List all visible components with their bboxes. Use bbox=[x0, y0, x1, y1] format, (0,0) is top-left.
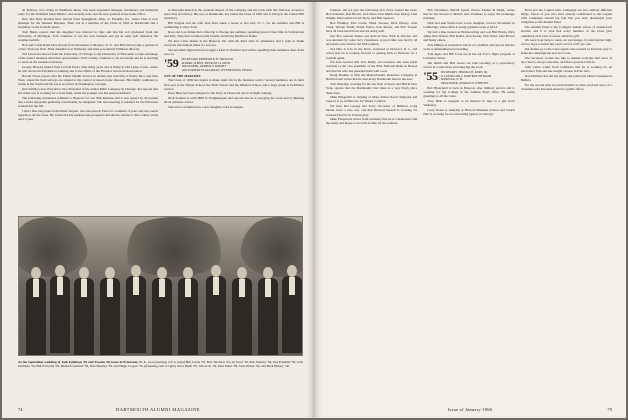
news-paragraph: Ted and Ruth Ingersoll have bought a farm in Vermont and will be spending their summers there from now on. bbox=[164, 47, 304, 56]
news-paragraph: Bill Sargent and his wife Jean have taken a house at Sea Girt, N. J., for the summer and Bill is commuting to New York. bbox=[164, 21, 304, 30]
right-col-2 bbox=[423, 8, 514, 402]
wedding-party-photo bbox=[18, 216, 303, 356]
news-paragraph: Sam and Lou Dunn have a new daughter, born in August. bbox=[168, 105, 244, 110]
right-col-1 bbox=[326, 8, 417, 402]
news-paragraph: Don and Mary Ronald have moved from Springfield, Ohio, to Franklin, Pa., where Don is now manager for the Western Division. Their son is a member of the Class of 1963 at Dartmouth and a freshman on the football squad. bbox=[18, 16, 158, 30]
photo-person bbox=[125, 265, 147, 353]
news-paragraph: Johnson, but we give the following new faces around the class: Bob Schubert, Dan Brown, Jack Shaw, Don Smith, Pete Morey, Chet Wright, Pete Gould, Lloyd Sayre, and Bert Spencer. bbox=[326, 8, 418, 21]
class-officer-line: 115 AYERS MILL, DARTMOUTH ROAD bbox=[440, 73, 492, 78]
photo-person bbox=[151, 267, 173, 355]
class-officer-line: SECRETARY, THOMAS H. KERN, JR. bbox=[440, 70, 488, 75]
class-officer-line: 49 PARK STREET, DETROIT 14, MICH. bbox=[181, 60, 231, 65]
news-paragraph: I had a fine long letter from Emile Sergent, who has been in Paris for a number of years and who sends regards to all the Class. He writes that his business has prospered and that he returns to this country about once a year. bbox=[18, 108, 158, 122]
news-paragraph: We had a fine dinner at the Hanover Inn with the third class in attendance and I want to thank everyone who helped make it a success. bbox=[164, 38, 304, 48]
news-paragraph: The Alumni Fund is the College's annual source of unrestricted income, and it is vital that every member of the Class give something each year, however small the gift. bbox=[520, 25, 612, 38]
magazine-title-footer: DARTMOUTH ALUMNI MAGAZINE bbox=[116, 407, 200, 412]
news-paragraph: Tom Mulcahy, working for the law firm of Spear and Hill in New York, reports that the Dartmouth Club there is a very lively place these days. bbox=[326, 82, 418, 95]
photo-person bbox=[49, 265, 71, 353]
news-paragraph: Ted Lewis has moved from the University of Chicago to the University of Wisconsin to take advantage of the latter's business education opportunities. Ted's writing continues to be successful and he is teaching a course in the extension division. bbox=[18, 51, 158, 65]
news-paragraph: Jack Phillips is in medical school at Columbia and reports that the work is demanding but rewarding. bbox=[423, 43, 515, 52]
news-paragraph: in Mesquite Ranch in the grounds thereof of the company and his work with this firm has covered a great deal of territory. His son, at Dartmouth, has joined the Class of 1962 and is living in the Cohen Hall dormitory. bbox=[164, 8, 304, 21]
class-officer-line: 1204 PORTERE PLAZA ROAD, WYNNEWOOD, PENNA. bbox=[181, 67, 253, 72]
news-paragraph: Ted Hart is now in the Navy, stationed at Newport, R. I., and writes that he is looking forward to getting back to Hanover for a football game. bbox=[326, 47, 418, 60]
news-paragraph: Pete Hollister has left the Army and joined his father's business in Buffalo. bbox=[520, 73, 612, 83]
photo-caption-lead: At the September wedding of Jack Feldman '59 and Yvonne Terrence in Princeton, N. J., bbox=[18, 360, 147, 364]
photo-person bbox=[177, 267, 199, 355]
news-paragraph: George Howard retired from Lord & Taylor after thirty years and is living in Old Lyme, Conn., where he will devote his full time to painting and to the affairs of the Florence Griswold Association. bbox=[18, 65, 158, 74]
news-paragraph: Dan Smith is now Executive Vice President of the Allied Mills Company in Chicago and reports that his oldest son is working for a local bank, while his younger son has entered Amherst. bbox=[18, 86, 158, 96]
news-paragraph: We hear that George and Terry O'Connor of Bellport, Long Island, have a new son, and that Richard Newell is working for General Electric in Schenectady. bbox=[326, 104, 418, 117]
news-paragraph: Our thanks go to the Class agents who worked so hard last year to make the campaign the success it was. bbox=[520, 47, 612, 56]
news-paragraph: Larry Nolan is studying at Harvard Business School and Chuck Hart is working for an advertising agency in Chicago. bbox=[423, 108, 515, 117]
class-officers bbox=[441, 71, 491, 85]
class-officers bbox=[181, 58, 252, 72]
news-paragraph: Mike Fitzgerald is training at Mare Island Naval Shipyard and expects to be in Hanover for Winter Carnival. bbox=[326, 95, 418, 104]
news-paragraph: We had a fine turnout at Homecoming and saw Bill Harris, Dick Allen, Bob Dalton, Phil Keller, Stan Jordan, Tom Ward, John Brown and many others. bbox=[423, 29, 515, 43]
news-paragraph: Tony Blair is engaged to be married in June to a girl from Wellesley. bbox=[423, 99, 515, 108]
news-paragraph: The following classmates returned to Hanover for our 35th Reunion and it was agreed by all present that a more enjoyable gathering could hardly be imagined. The next meeting is planned for the Princeton weekend in the fall. bbox=[18, 95, 158, 109]
photo-person bbox=[73, 267, 95, 355]
class-officer-line: TREASURER, GEORGE H. WHITNEY bbox=[440, 80, 489, 85]
news-paragraph: Harold Chase reports that the Public Health Service in Atlanta has sent him to Puerto Rico and then West, where his field surveys are related to the control of insect-borne diseases. His family continues to reside in the South and his son is at school in Washington, Georgia. bbox=[18, 73, 158, 87]
news-paragraph: The Class of 1959 has begun to make itself felt in the business world. Several members are in their first year at the Thayer School, the Tuck School and the Medical School, and a large group is in military service. bbox=[164, 78, 304, 91]
news-paragraph: Dick Sanders is with IBM in Poughkeepsie and reports that he is enjoying the work and is thinking about graduate school. bbox=[164, 96, 304, 105]
class-year-numeral: '59 bbox=[164, 56, 179, 71]
class-officer-line: TREASURER, ARTHUR S. KNIGHT bbox=[181, 64, 227, 69]
right-page bbox=[314, 2, 626, 418]
photo-person bbox=[281, 265, 303, 353]
issue-date-footer: Issue of January 1960 bbox=[447, 407, 493, 412]
class-officer-line: SECRETARY, FREDERICK H. TRUSLOW bbox=[181, 57, 234, 62]
photo-caption bbox=[18, 360, 303, 368]
news-paragraph: At Fellows, now living in Westfield, Mass., has been appointed manager, machinery and industrial sales, for the Westfield Sales District, and recently took over his new position in the home office. bbox=[18, 8, 158, 17]
news-paragraph: Bob Plumley, Pete Carter, Mark Stevens, Dick Hewey, John Clark, Warren Smith, Frank Taylor, Jack Moran, and Bob Towner have all been heard from and are doing well. bbox=[326, 21, 418, 34]
news-paragraph: Fund and the Capital Gifts Campaign are two entirely different things. Those of you who have already contributed to the Capital Gifts Campaign should not feel that you have discharged your obligation to the Alumni Fund. bbox=[520, 8, 612, 25]
left-col-2 bbox=[164, 8, 304, 210]
left-page bbox=[2, 2, 314, 418]
left-col-1 bbox=[18, 8, 158, 210]
news-paragraph: Doug Hoskins is with the Massachusetts Insurance Company in Hartford and writes that he sees many Dartmouth men in the area. bbox=[326, 73, 418, 82]
news-paragraph: Mike Fitzpatrick writes from Germany that he is a lieutenant with the Army and hopes to be back in time for the reunion. bbox=[326, 117, 418, 126]
photo-person bbox=[231, 267, 253, 355]
news-paragraph: Bob Woodbury, Merrill Lynch, Pierce, Fenner & Smith, writes that he has moved to Boston and continues to enjoy the brokerage business. bbox=[423, 8, 515, 21]
news-paragraph: We have learned that Jack Reilly, our treasurer, has been made assistant to the vice president of the First National Bank in Boston and that his wife has presented him with a son. bbox=[326, 60, 418, 73]
photo-person bbox=[99, 267, 121, 355]
news-paragraph: Tom Ayers and Bill Cook are in the Air Force flight program at Lackland, Texas. bbox=[423, 51, 515, 61]
news-paragraph: Bob and Carlie Rand have moved from Rosemont to Monroe, N. Y., and Bob has become a partner in a New York law firm. Their daughter is at Wellesley and their son entered Williston this fall. bbox=[18, 43, 158, 52]
news-paragraph: Jim Smith and Bob Green are both teaching at a preparatory school in Connecticut and enjoying the work. bbox=[423, 60, 515, 69]
news-paragraph: Dick and Ann Wicks have a new daughter, born in November in Cambridge, where Dick is doing graduate work at M.I.T. bbox=[423, 21, 515, 30]
photo-person bbox=[25, 267, 47, 355]
class-55-header bbox=[423, 71, 514, 85]
news-paragraph: For the second time in recent months we have received news of a classmate who has been elected to public office. bbox=[520, 82, 612, 91]
news-paragraph: We need your help to keep our percentage of participation high, and we hope to better last year's record of 67 per cent. bbox=[520, 38, 612, 47]
news-paragraph: Our first reunion dinner was held in New York in October and was attended by some forty classmates. A good time was had by all and plans were laid for the fifth reunion. bbox=[326, 34, 418, 47]
photo-person bbox=[257, 267, 279, 355]
page-number-right: 75 bbox=[607, 407, 612, 412]
news-paragraph: Bob Blanchard is back in Hanover after military service and is working for the College in the Alumni Fund office. He sends greetings to all the Class. bbox=[423, 86, 515, 99]
news-paragraph: Dave Hess has been assigned to the Navy in Pensacola and is in flight training. bbox=[168, 91, 273, 96]
class-year-numeral: '55 bbox=[423, 69, 438, 84]
photo-person bbox=[205, 265, 227, 353]
right-col-3 bbox=[521, 8, 612, 402]
class-59-header bbox=[164, 58, 304, 72]
magazine-spread bbox=[2, 2, 626, 418]
right-page-columns bbox=[326, 8, 612, 402]
news-paragraph: John Curtis writes from California that he is working for an electronics firm and has bought a house in Palo Alto. bbox=[520, 65, 612, 74]
news-paragraph: The Secretary would also like to remind everyone that news of the Class is always welcome, and that a postcard will do. bbox=[520, 56, 612, 65]
news-paragraph: Tom Burns reports that his daughter was married in June and that his son graduated from the University of Michigan. Tom continues to run his own business and get in some golf whenever the weather permits. bbox=[18, 29, 158, 43]
news-paragraph: Ross and Lois Kinne had a fine trip to Europe last summer, spending most of their time in Switzerland and Italy. They had a reunion with Charlie and Kathy Ritchie in Rome. bbox=[164, 29, 304, 39]
class-officer-line: HANOVER, N. H. bbox=[440, 77, 463, 82]
page-number-left: 74 bbox=[18, 407, 23, 412]
section-heading: OUT OF THE MARCHES bbox=[164, 73, 201, 78]
photo-caption-text: were (starting, left to right) Bill Lewis '59, Bob Terrence '54, Al Scott '59, Bob Stanley '59, Ted Franklin '59, Jack Feldman '59, Bill Forsythe '59, Richard Garman '59, Pete Bentley '59, and Hugh Cooper '59. (Kneeling, left to right) Steve Bush '59, Jim Scott '59, Paul Stiles '59, Jack Welter '59, and Rick Hersey '59. bbox=[18, 360, 303, 369]
